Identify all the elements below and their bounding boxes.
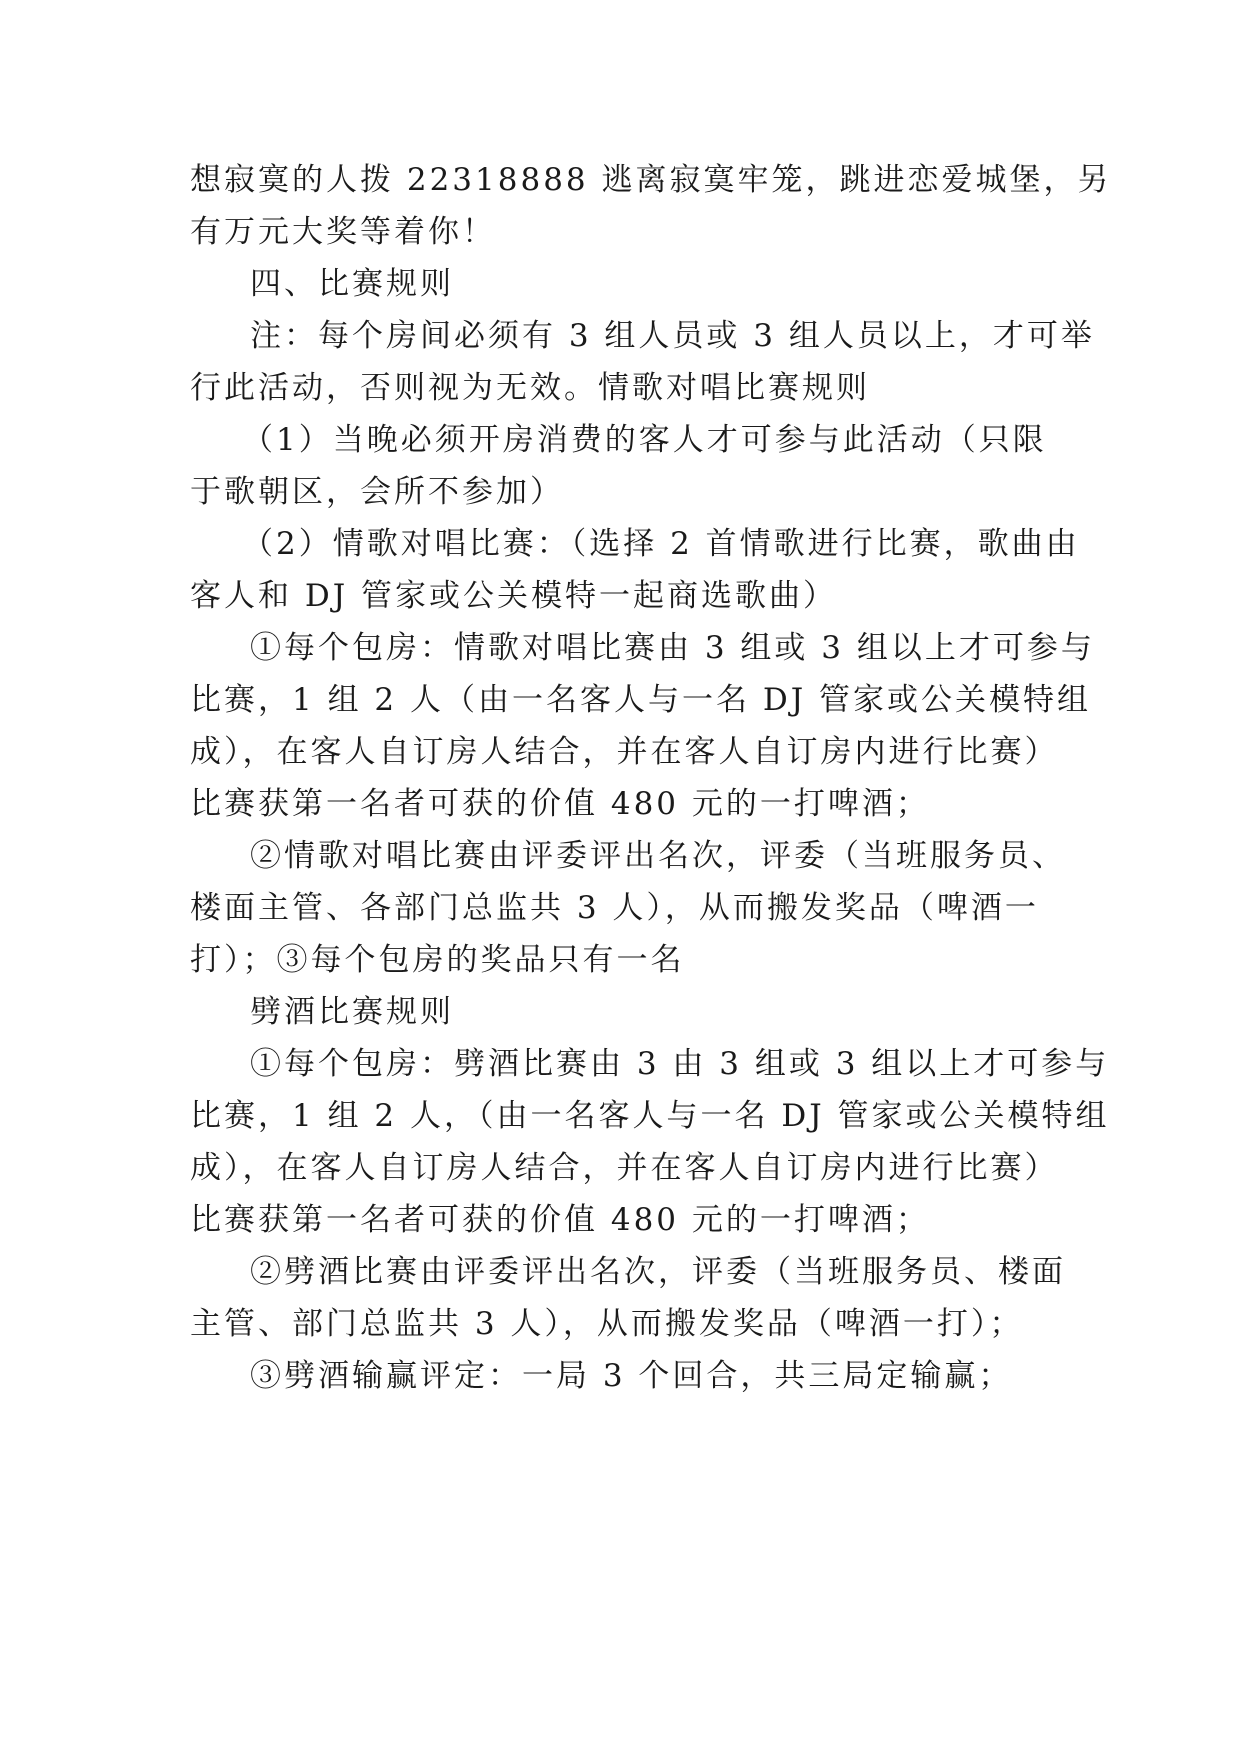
body-line: ①每个包房：劈酒比赛由 3 由 3 组或 3 组以上才可参与 <box>250 1046 1110 1082</box>
body-line: 成），在客人自订房人结合，并在客人自订房内进行比赛） <box>190 1150 1059 1186</box>
body-line: 成），在客人自订房人结合，并在客人自订房内进行比赛） <box>190 734 1059 770</box>
body-line: 想寂寞的人拨 22318888 逃离寂寞牢笼，跳进恋爱城堡，另 <box>190 162 1112 198</box>
body-line: ②劈酒比赛由评委评出名次，评委（当班服务员、楼面 <box>250 1254 1066 1290</box>
body-line: 比赛，1 组 2 人（由一名客人与一名 DJ 管家或公关模特组 <box>190 682 1091 718</box>
body-line: 比赛，1 组 2 人，（由一名客人与一名 DJ 管家或公关模特组 <box>190 1098 1110 1134</box>
body-line: 主管、部门总监共 3 人），从而搬发奖品（啤酒一打）； <box>190 1306 1024 1342</box>
body-line: 行此活动，否则视为无效。情歌对唱比赛规则 <box>190 370 870 406</box>
body-line: ③劈酒输赢评定：一局 3 个回合，共三局定输赢； <box>250 1358 1013 1394</box>
section-heading: 四、比赛规则 <box>250 266 454 302</box>
subsection-heading: 劈酒比赛规则 <box>250 994 454 1030</box>
body-line: ②情歌对唱比赛由评委评出名次，评委（当班服务员、 <box>250 838 1066 874</box>
body-line: 比赛获第一名者可获的价值 480 元的一打啤酒； <box>190 786 930 822</box>
body-line: ①每个包房：情歌对唱比赛由 3 组或 3 组以上才可参与 <box>250 630 1095 666</box>
body-line: 客人和 DJ 管家或公关模特一起商选歌曲） <box>190 578 837 614</box>
body-line: 比赛获第一名者可获的价值 480 元的一打啤酒； <box>190 1202 930 1238</box>
body-line: 楼面主管、各部门总监共 3 人），从而搬发奖品（啤酒一 <box>190 890 1039 926</box>
body-line: 有万元大奖等着你！ <box>190 214 496 250</box>
body-line: （2）情歌对唱比赛：（选择 2 首情歌进行比赛，歌曲由 <box>242 526 1080 562</box>
body-line: 打）；③每个包房的奖品只有一名 <box>190 942 685 978</box>
body-line: （1）当晚必须开房消费的客人才可参与此活动（只限 <box>242 422 1047 458</box>
body-line: 于歌朝区，会所不参加） <box>190 474 564 510</box>
body-line: 注：每个房间必须有 3 组人员或 3 组人员以上，才可举 <box>250 318 1095 354</box>
